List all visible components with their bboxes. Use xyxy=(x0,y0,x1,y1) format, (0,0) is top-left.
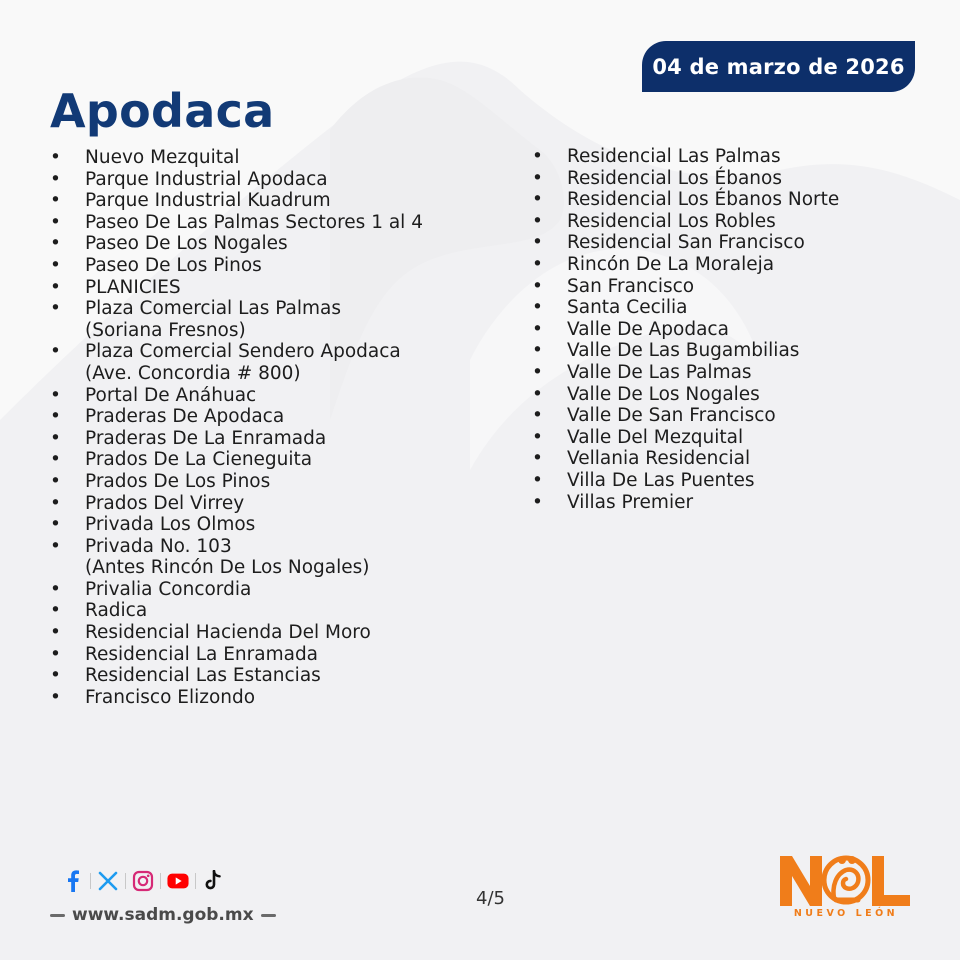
list-item-label: Francisco Elizondo xyxy=(85,686,256,708)
list-item xyxy=(50,169,470,191)
list-item-label: Nuevo Mezquital xyxy=(85,147,240,168)
list-item xyxy=(50,665,470,687)
website-url[interactable]: www.sadm.gob.mx xyxy=(72,905,254,925)
list-item-label: Privalia Concordia xyxy=(85,578,252,600)
divider xyxy=(125,873,126,889)
list-item-label: Paseo De Los Pinos xyxy=(85,254,262,276)
list-item xyxy=(50,385,470,407)
list-item xyxy=(50,277,470,299)
list-item: • Rincón De La Moraleja xyxy=(532,254,932,276)
list-item-label: Privada Los Olmos xyxy=(85,514,256,536)
list-item: • Valle De Apodaca xyxy=(532,319,932,341)
list-item xyxy=(50,255,470,277)
list-item: • Valle De Las Bugambilias xyxy=(532,340,932,362)
list-item-label: Prados De La Cieneguita xyxy=(85,449,313,471)
divider xyxy=(160,873,161,889)
list-item: • Valle Del Mezquital xyxy=(532,427,932,449)
page-title: Apodaca xyxy=(50,84,275,138)
list-item-sublabel: (Ave. Concordia # 800) xyxy=(85,362,301,384)
list-item-label: Residencial Las Estancias xyxy=(85,665,321,687)
list-item: • Residencial Las Palmas xyxy=(532,146,932,168)
list-item xyxy=(50,514,470,536)
list-item: • Valle De Las Palmas xyxy=(532,362,932,384)
list-item xyxy=(50,600,470,622)
list-item: • Villas Premier xyxy=(532,492,932,514)
list-item-label: Paseo De Las Palmas Sectores 1 al 4 xyxy=(85,211,423,233)
list-item xyxy=(50,493,470,515)
list-item-label: Parque Industrial Apodaca xyxy=(85,168,328,190)
list-item: • Residencial Los Robles xyxy=(532,211,932,233)
list-item-label: Paseo De Los Nogales xyxy=(85,233,288,255)
list-item xyxy=(50,341,470,384)
list-item xyxy=(50,190,470,212)
list-item: • San Francisco xyxy=(532,276,932,298)
list-item xyxy=(50,687,470,709)
instagram-icon[interactable] xyxy=(132,870,154,892)
list-item-label: Praderas De La Enramada xyxy=(85,427,327,449)
social-media-bar xyxy=(62,870,224,892)
list-item xyxy=(50,428,470,450)
list-item-label: Plaza Comercial Las Palmas xyxy=(85,298,342,320)
date-badge: 04 de marzo de 2026 xyxy=(642,41,915,92)
list-item xyxy=(50,579,470,601)
list-item: • Valle De Los Nogales xyxy=(532,384,932,406)
list-item: • Residencial Los Ébanos xyxy=(532,168,932,190)
divider xyxy=(90,873,91,889)
list-item xyxy=(50,449,470,471)
list-item: • Villa De Las Puentes xyxy=(532,470,932,492)
dash-left xyxy=(50,914,65,917)
list-item-sublabel: (Soriana Fresnos) xyxy=(85,319,246,341)
page-indicator: 4/5 xyxy=(476,888,505,909)
list-item xyxy=(50,536,470,579)
list-item xyxy=(50,212,470,234)
list-item-label: Prados De Los Pinos xyxy=(85,470,271,492)
list-item-label: Praderas De Apodaca xyxy=(85,406,285,428)
dash-right xyxy=(261,914,276,917)
divider xyxy=(195,873,196,889)
list-item-label: Radica xyxy=(85,600,148,622)
youtube-icon[interactable] xyxy=(167,870,189,892)
tiktok-icon[interactable] xyxy=(202,870,224,892)
list-item-label: Portal De Anáhuac xyxy=(85,384,257,406)
list-item: • Residencial Los Ébanos Norte xyxy=(532,189,932,211)
list-item xyxy=(50,622,470,644)
list-item: • Santa Cecilia xyxy=(532,297,932,319)
list-item-label: Residencial La Enramada xyxy=(85,643,319,665)
neighborhood-list-right xyxy=(532,146,932,513)
list-item-label: Residencial Hacienda Del Moro xyxy=(85,622,371,644)
list-item xyxy=(50,406,470,428)
list-item-label: Plaza Comercial Sendero Apodaca xyxy=(85,341,401,363)
list-item xyxy=(50,147,470,169)
list-item: • Valle De San Francisco xyxy=(532,405,932,427)
neighborhood-list-left xyxy=(50,147,470,708)
x-icon[interactable] xyxy=(97,870,119,892)
list-item xyxy=(50,233,470,255)
list-item-label: Prados Del Virrey xyxy=(85,492,245,514)
list-item xyxy=(50,298,470,341)
list-item xyxy=(50,644,470,666)
list-item-label: Privada No. 103 xyxy=(85,535,232,557)
website[interactable] xyxy=(50,905,276,925)
logo-caption: NUEVO LEÓN xyxy=(793,908,899,919)
list-item-sublabel: (Antes Rincón De Los Nogales) xyxy=(85,557,370,579)
list-item-label: PLANICIES xyxy=(85,276,181,298)
list-item-label: Parque Industrial Kuadrum xyxy=(85,190,331,212)
list-item: • Vellania Residencial xyxy=(532,448,932,470)
facebook-icon[interactable] xyxy=(62,870,84,892)
list-item xyxy=(50,471,470,493)
list-item: • Residencial San Francisco xyxy=(532,232,932,254)
